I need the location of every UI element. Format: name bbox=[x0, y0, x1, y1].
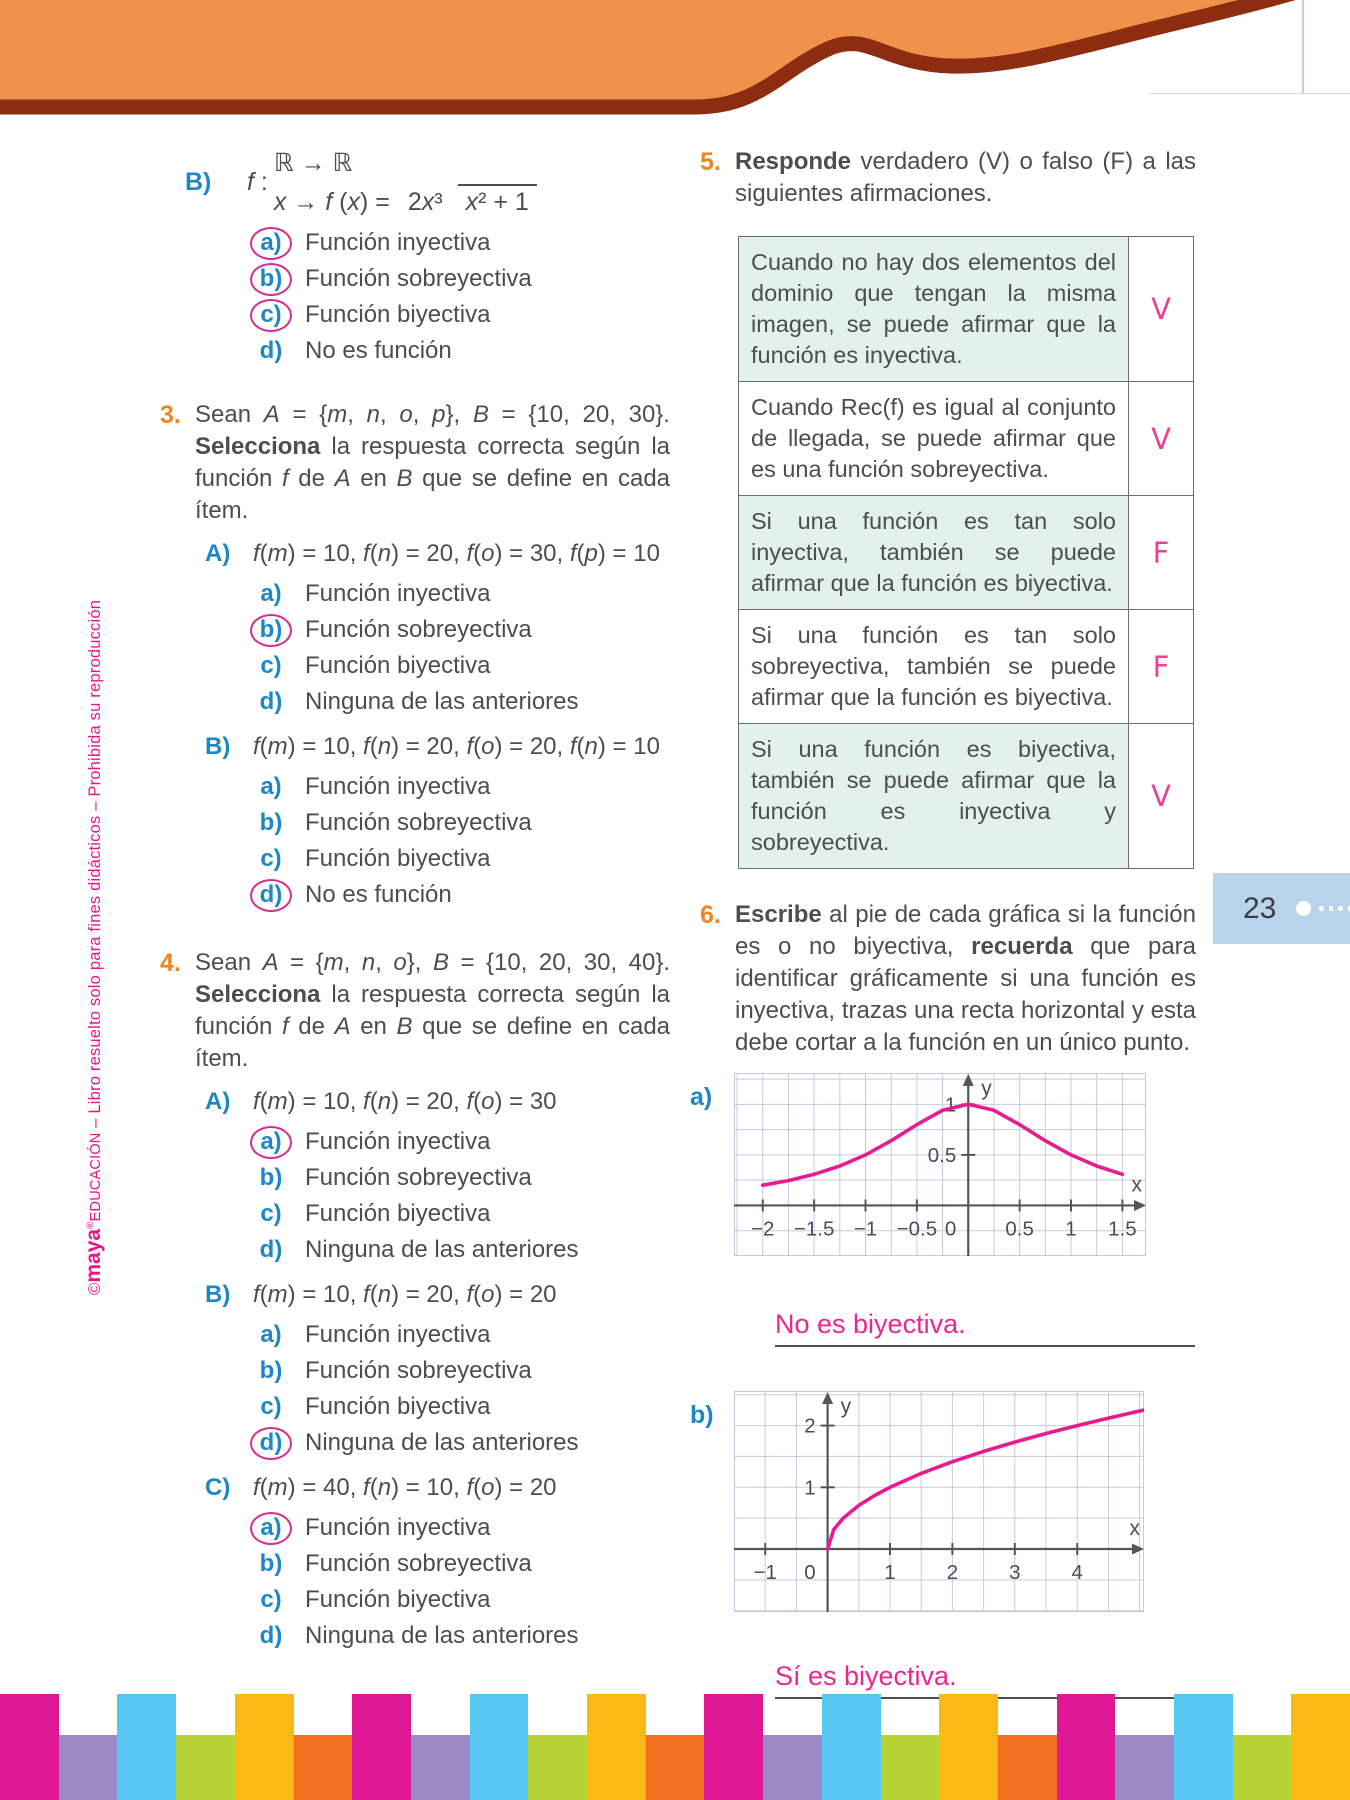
copyright-symbol: © bbox=[86, 1282, 104, 1295]
function-assignments: f(m) = 40, f(n) = 10, f(o) = 20 bbox=[253, 1474, 557, 1501]
option-letter: d) bbox=[259, 1622, 283, 1649]
fraction-denominator: x² + 1 bbox=[458, 184, 537, 216]
registered-symbol: ® bbox=[85, 1221, 97, 1229]
option-text: Función inyectiva bbox=[305, 1128, 491, 1155]
svg-text:1.5: 1.5 bbox=[1108, 1217, 1137, 1241]
option-letter: d) bbox=[259, 881, 283, 908]
option-letter: a) bbox=[260, 773, 282, 800]
svg-text:1: 1 bbox=[884, 1561, 896, 1585]
brand-org: EDUCACIÓN bbox=[88, 1132, 104, 1222]
graph-b-plot bbox=[734, 1391, 1144, 1617]
option-letter-box bbox=[250, 1584, 292, 1617]
option-text: Ninguna de las anteriores bbox=[305, 1429, 579, 1456]
option-letter: b) bbox=[259, 1357, 283, 1384]
selected-answer-circle bbox=[250, 614, 292, 647]
option-letter: c) bbox=[260, 652, 282, 679]
graph-a-row bbox=[690, 1073, 1196, 1261]
answer-cell: V bbox=[1129, 237, 1194, 382]
option-letter: b) bbox=[259, 616, 283, 643]
option-text: Ninguna de las anteriores bbox=[305, 1622, 579, 1649]
statement-cell: Si una función es tan solo inyectiva, también se puede afirmar que la función es biyectiva. bbox=[739, 496, 1129, 610]
function-assignments: f(m) = 10, f(n) = 20, f(o) = 20 bbox=[253, 1281, 557, 1308]
footer-bar bbox=[117, 1694, 176, 1800]
question-4-number: 4. bbox=[160, 949, 181, 977]
graph-a-label: a) bbox=[690, 1083, 713, 1111]
option-text: Función biyectiva bbox=[305, 301, 491, 328]
footer-bar bbox=[1057, 1694, 1116, 1800]
svg-text:0.5: 0.5 bbox=[1005, 1217, 1034, 1241]
footer-bar bbox=[411, 1735, 470, 1800]
option-row bbox=[250, 1196, 670, 1232]
graph-b-row bbox=[690, 1391, 1196, 1617]
statement-cell: Cuando no hay dos elementos del dominio que tengan la misma imagen, se puede afirmar que la función es inyectiva. bbox=[739, 237, 1129, 382]
svg-text:2: 2 bbox=[804, 1414, 816, 1438]
footer-bar bbox=[59, 1735, 118, 1800]
leader-dot bbox=[1329, 906, 1334, 911]
option-letter-box bbox=[250, 1162, 292, 1195]
table-row bbox=[739, 237, 1194, 382]
option-text: Ninguna de las anteriores bbox=[305, 1236, 579, 1263]
svg-text:4: 4 bbox=[1071, 1561, 1083, 1585]
selected-answer-circle bbox=[250, 299, 292, 332]
option-letter: b) bbox=[259, 809, 283, 836]
right-column bbox=[690, 146, 1196, 1699]
brand-logo: maya bbox=[82, 1228, 105, 1283]
answer-cell: F bbox=[1129, 610, 1194, 724]
print-mark-vertical bbox=[1302, 0, 1304, 93]
question-4-items bbox=[150, 1088, 670, 1654]
option-text: Ninguna de las anteriores bbox=[305, 688, 579, 715]
graph-a-plot bbox=[734, 1073, 1146, 1261]
item-b-formula bbox=[185, 148, 670, 217]
svg-text:1: 1 bbox=[1065, 1217, 1077, 1241]
svg-text:0.5: 0.5 bbox=[927, 1143, 957, 1167]
question-4-header bbox=[150, 947, 670, 1075]
option-letter: a) bbox=[260, 1321, 282, 1348]
question-3-items bbox=[150, 540, 670, 913]
option-letter: d) bbox=[259, 337, 283, 364]
option-letter-box bbox=[250, 1548, 292, 1581]
option-row bbox=[250, 333, 670, 369]
selected-answer-circle bbox=[250, 263, 292, 296]
svg-text:y: y bbox=[840, 1395, 852, 1418]
option-letter: c) bbox=[260, 1393, 282, 1420]
svg-text:3: 3 bbox=[1009, 1561, 1021, 1585]
option-row bbox=[250, 297, 670, 333]
copyright-sidebar bbox=[82, 485, 106, 1295]
footer-bar bbox=[235, 1694, 294, 1800]
footer-bar bbox=[587, 1694, 646, 1800]
option-row bbox=[250, 1510, 670, 1546]
option-row bbox=[250, 1546, 670, 1582]
option-row bbox=[250, 1232, 670, 1268]
question-5-number: 5. bbox=[700, 148, 721, 176]
footer-bar bbox=[822, 1694, 881, 1800]
svg-text:0: 0 bbox=[804, 1561, 816, 1585]
header-wave-decoration bbox=[0, 0, 1350, 140]
option-row bbox=[250, 805, 670, 841]
selected-answer-circle bbox=[250, 1126, 292, 1159]
statement-cell: Si una función es tan solo sobreyectiva, también se puede afirmar que la función es biyectiva. bbox=[739, 610, 1129, 724]
table-row bbox=[739, 610, 1194, 724]
question-3-number: 3. bbox=[160, 401, 181, 429]
option-row bbox=[250, 1160, 670, 1196]
sub-item-label: A) bbox=[205, 1088, 231, 1115]
option-letter: c) bbox=[260, 845, 282, 872]
svg-text:2: 2 bbox=[946, 1561, 959, 1585]
svg-text:−1.5: −1.5 bbox=[793, 1217, 835, 1241]
option-letter-box bbox=[250, 686, 292, 719]
option-letter: c) bbox=[260, 1200, 282, 1227]
option-letter: b) bbox=[259, 1164, 283, 1191]
selected-answer-circle bbox=[250, 227, 292, 260]
footer-bar bbox=[646, 1735, 705, 1800]
formula-domain: ℝ → ℝ bbox=[273, 149, 353, 177]
option-letter-box bbox=[250, 843, 292, 876]
graph-b-answer: Sí es biyectiva. bbox=[775, 1661, 957, 1691]
options-list bbox=[150, 1510, 670, 1654]
option-text: Función sobreyectiva bbox=[305, 1164, 532, 1191]
item-b-label: B) bbox=[185, 168, 212, 196]
question-6-text: Escribe al pie de cada gráfica si la función es o no biyectiva, recuerda que para identificar gráficamente si una función es inyectiva, trazas una recta horizontal y esta debe cortar a la función en un único punto. bbox=[735, 901, 1197, 1056]
svg-text:−1: −1 bbox=[753, 1561, 777, 1585]
option-letter-box bbox=[250, 1355, 292, 1388]
option-text: Función biyectiva bbox=[305, 1586, 491, 1613]
graph-a-answer-line bbox=[775, 1309, 1195, 1347]
option-letter: a) bbox=[260, 580, 282, 607]
option-letter-box bbox=[250, 1319, 292, 1352]
question-3 bbox=[150, 399, 670, 913]
svg-text:x: x bbox=[1129, 1517, 1140, 1541]
option-text: Función sobreyectiva bbox=[305, 1550, 532, 1577]
option-letter: d) bbox=[259, 688, 283, 715]
option-row bbox=[250, 225, 670, 261]
option-letter-box bbox=[250, 1234, 292, 1267]
option-text: Función inyectiva bbox=[305, 580, 491, 607]
selected-answer-circle bbox=[250, 1512, 292, 1545]
option-letter-box bbox=[250, 1391, 292, 1424]
option-row bbox=[250, 877, 670, 913]
option-text: Función biyectiva bbox=[305, 652, 491, 679]
function-assignments: f(m) = 10, f(n) = 20, f(o) = 20, f(n) = 10 bbox=[253, 733, 660, 760]
option-row bbox=[250, 841, 670, 877]
sub-item-expression bbox=[205, 1088, 670, 1116]
svg-text:x: x bbox=[1131, 1173, 1142, 1197]
selected-answer-circle bbox=[250, 879, 292, 912]
footer-bar bbox=[763, 1735, 822, 1800]
footer-bar bbox=[998, 1735, 1057, 1800]
item-b-options bbox=[150, 225, 670, 369]
sub-item-expression bbox=[205, 1281, 670, 1309]
wave-orange-fill bbox=[0, 0, 1350, 107]
statement-cell: Cuando Rec(f) es igual al conjunto de llegada, se puede afirmar que es una función sobreyectiva. bbox=[739, 382, 1129, 496]
formula-map: x → f (x) = bbox=[273, 188, 390, 216]
option-text: No es función bbox=[305, 881, 452, 908]
formula-rule bbox=[274, 188, 537, 217]
badge-dotted-leader bbox=[1319, 906, 1350, 911]
svg-text:1: 1 bbox=[804, 1476, 816, 1500]
graph-a-answer: No es biyectiva. bbox=[775, 1309, 966, 1339]
sub-item-label: B) bbox=[205, 1281, 231, 1308]
option-text: Función biyectiva bbox=[305, 845, 491, 872]
answer-cell: V bbox=[1129, 382, 1194, 496]
question-5-header bbox=[690, 146, 1196, 210]
option-row bbox=[250, 1353, 670, 1389]
footer-bar bbox=[1233, 1735, 1292, 1800]
svg-text:−2: −2 bbox=[751, 1217, 775, 1241]
svg-text:y: y bbox=[981, 1077, 992, 1100]
option-letter: a) bbox=[260, 1514, 282, 1541]
question-4-text: Sean A = {m, n, o}, B = {10, 20, 30, 40}. Selecciona la respuesta correcta según la función f de A en B que se define en cada ítem. bbox=[195, 949, 671, 1072]
option-text: Función inyectiva bbox=[305, 1514, 491, 1541]
footer-bar bbox=[176, 1735, 235, 1800]
selected-answer-circle bbox=[250, 1427, 292, 1460]
table-row bbox=[739, 382, 1194, 496]
footer-bar bbox=[939, 1694, 998, 1800]
option-text: Función biyectiva bbox=[305, 1393, 491, 1420]
footer-bar bbox=[1115, 1735, 1174, 1800]
option-row bbox=[250, 684, 670, 720]
table-row bbox=[739, 496, 1194, 610]
statement-cell: Si una función es biyectiva, también se puede afirmar que la función es inyectiva y sobreyectiva. bbox=[739, 724, 1129, 869]
footer-bar bbox=[881, 1735, 940, 1800]
fraction-numerator: 2x³ bbox=[407, 188, 443, 216]
left-column bbox=[150, 148, 670, 1654]
svg-text:−1: −1 bbox=[853, 1217, 878, 1241]
function-assignments: f(m) = 10, f(n) = 20, f(o) = 30 bbox=[253, 1088, 557, 1115]
options-list bbox=[150, 1317, 670, 1461]
page-number-badge bbox=[1213, 873, 1350, 944]
fraction bbox=[400, 188, 537, 217]
footer-bar bbox=[1291, 1694, 1350, 1800]
function-assignments: f(m) = 10, f(n) = 20, f(o) = 30, f(p) = 10 bbox=[253, 540, 660, 567]
svg-text:−0.5: −0.5 bbox=[896, 1217, 938, 1241]
question-6-header bbox=[690, 899, 1196, 1059]
svg-text:0: 0 bbox=[944, 1217, 957, 1241]
options-list bbox=[150, 1124, 670, 1268]
option-letter-box bbox=[250, 1620, 292, 1653]
option-letter: b) bbox=[259, 265, 283, 292]
question-6-number: 6. bbox=[700, 901, 721, 929]
option-text: Función sobreyectiva bbox=[305, 809, 532, 836]
sub-item-expression bbox=[205, 540, 670, 568]
table-row bbox=[739, 724, 1194, 869]
sub-item-expression bbox=[205, 733, 670, 761]
footer-bar bbox=[1174, 1694, 1233, 1800]
option-letter-box bbox=[250, 771, 292, 804]
function-symbol: f : bbox=[247, 168, 268, 196]
sub-item-label: A) bbox=[205, 540, 231, 567]
option-row bbox=[250, 1618, 670, 1654]
footer-bar bbox=[352, 1694, 411, 1800]
sub-item-label: C) bbox=[205, 1474, 231, 1501]
footer-bar bbox=[0, 1694, 59, 1800]
option-text: Función inyectiva bbox=[305, 773, 491, 800]
option-letter: b) bbox=[259, 1550, 283, 1577]
function-curve bbox=[828, 1410, 1144, 1549]
option-letter-box bbox=[250, 335, 292, 368]
option-letter: a) bbox=[260, 229, 282, 256]
option-letter: c) bbox=[260, 1586, 282, 1613]
svg-text:1: 1 bbox=[944, 1093, 957, 1117]
sub-item-expression bbox=[205, 1474, 670, 1502]
option-row bbox=[250, 612, 670, 648]
options-list bbox=[150, 769, 670, 913]
option-letter-box bbox=[250, 807, 292, 840]
true-false-table bbox=[738, 236, 1194, 869]
formula-stack bbox=[274, 148, 537, 217]
option-text: Función inyectiva bbox=[305, 1321, 491, 1348]
footer-bar bbox=[528, 1735, 587, 1800]
option-letter: d) bbox=[259, 1236, 283, 1263]
leader-dot bbox=[1338, 906, 1343, 911]
option-row bbox=[250, 648, 670, 684]
graph-b-label: b) bbox=[690, 1401, 714, 1429]
question-4 bbox=[150, 947, 670, 1654]
function-graph-svg bbox=[734, 1391, 1144, 1612]
option-letter: c) bbox=[260, 301, 282, 328]
option-row bbox=[250, 1389, 670, 1425]
option-row bbox=[250, 576, 670, 612]
option-text: Función inyectiva bbox=[305, 229, 491, 256]
question-3-text: Sean A = {m, n, o, p}, B = {10, 20, 30}. Selecciona la respuesta correcta según la función f de A en B que se define en cada ítem. bbox=[195, 401, 671, 524]
leader-dot bbox=[1319, 906, 1324, 911]
option-row bbox=[250, 1582, 670, 1618]
answer-cell: F bbox=[1129, 496, 1194, 610]
footer-bar bbox=[294, 1735, 353, 1800]
option-text: Función sobreyectiva bbox=[305, 1357, 532, 1384]
option-text: Función sobreyectiva bbox=[305, 265, 532, 292]
option-row bbox=[250, 1317, 670, 1353]
question-5-text: Responde verdadero (V) o falso (F) a las siguientes afirmaciones. bbox=[735, 148, 1196, 207]
option-letter: d) bbox=[259, 1429, 283, 1456]
sub-item-label: B) bbox=[205, 733, 231, 760]
footer-color-bars bbox=[0, 1694, 1350, 1800]
print-mark-horizontal bbox=[1150, 93, 1350, 94]
answer-cell: V bbox=[1129, 724, 1194, 869]
options-list bbox=[150, 576, 670, 720]
option-text: No es función bbox=[305, 337, 452, 364]
option-row bbox=[250, 1425, 670, 1461]
option-text: Función sobreyectiva bbox=[305, 616, 532, 643]
option-row bbox=[250, 769, 670, 805]
option-letter-box bbox=[250, 650, 292, 683]
option-text: Función biyectiva bbox=[305, 1200, 491, 1227]
option-letter: a) bbox=[260, 1128, 282, 1155]
option-letter-box bbox=[250, 1198, 292, 1231]
page-number: 23 bbox=[1243, 891, 1277, 925]
option-row bbox=[250, 1124, 670, 1160]
function-graph-svg bbox=[734, 1073, 1146, 1256]
footer-bar bbox=[704, 1694, 763, 1800]
badge-dot bbox=[1296, 901, 1311, 916]
option-row bbox=[250, 261, 670, 297]
copyright-notice: – Libro resuelto solo para fines didácticos – Prohibida su reproducción bbox=[86, 599, 104, 1133]
option-letter-box bbox=[250, 578, 292, 611]
footer-bar bbox=[470, 1694, 529, 1800]
question-3-header bbox=[150, 399, 670, 527]
